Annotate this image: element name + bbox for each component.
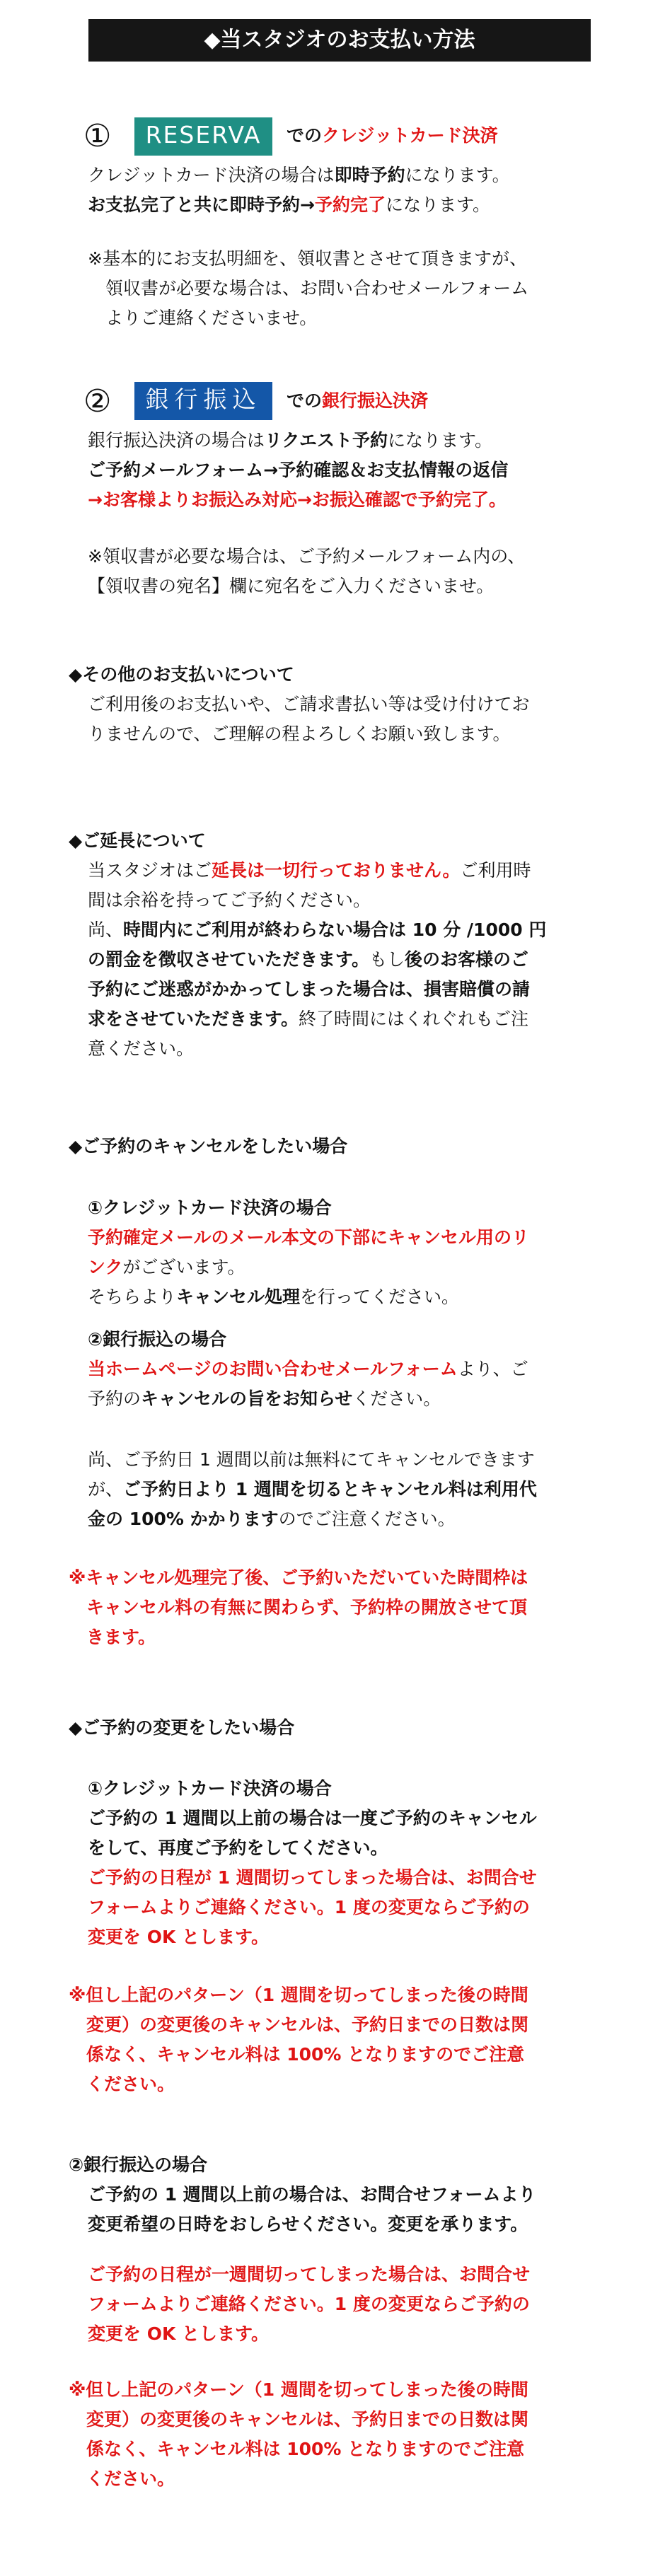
page-title: ◆当スタジオのお支払い方法 <box>88 19 591 62</box>
text-line: ください。 <box>69 2468 175 2489</box>
text-segment: ください。 <box>352 1388 441 1409</box>
text-line: 変更）の変更後のキャンセルは、予約日までの日数は関 <box>69 2014 529 2035</box>
text-segment: 銀行振込決済の場合は <box>88 430 265 451</box>
text-line <box>88 1253 529 1282</box>
extension-heading: ◆ご延長について <box>69 830 206 851</box>
text-line: フォームよりご連絡ください。1 度の変更ならご予約の <box>88 2294 530 2314</box>
text-segment: リクエスト予約 <box>265 430 388 451</box>
change-heading: ◆ご予約の変更をしたい場合 <box>69 1717 295 1738</box>
text-segment: を行ってください。 <box>300 1287 460 1307</box>
credit-method-title <box>287 118 498 153</box>
text-segment: そちらより <box>88 1287 177 1307</box>
text-segment: 予約にご迷惑がかかってしまった場合は、損害賠償の請 <box>88 979 531 999</box>
text-line <box>88 1384 528 1414</box>
text-line <box>88 886 546 915</box>
text-segment: 予約完了 <box>314 195 386 215</box>
cancel-bank-heading: ②銀行振込の場合 <box>88 1329 227 1350</box>
text-line <box>88 1282 529 1312</box>
text-segment: 意ください。 <box>88 1038 195 1059</box>
text-line: りませんので、ご理解の程よろしくお願い致します。 <box>88 724 511 744</box>
text-segment: になります。 <box>388 430 493 451</box>
text-segment: ご予約メールフォーム→予約確認＆お支払情報の返信 <box>88 460 509 480</box>
text-line <box>88 1354 528 1384</box>
text-segment: 当ホームページのお問い合わせメールフォーム <box>88 1359 458 1379</box>
text-line <box>88 975 546 1004</box>
cancel-warning <box>69 1563 528 1652</box>
change-credit-warning <box>69 1980 528 2099</box>
text-line: ご予約の日程が 1 週間切ってしまった場合は、お問合せ <box>88 1867 537 1888</box>
text-segment: の罰金を徴収させていただきます。 <box>88 949 370 970</box>
text-line: きます。 <box>69 1627 156 1647</box>
text-segment: →お客様よりお振込み対応→お振込確認で予約完了。 <box>88 489 507 510</box>
text-line <box>88 945 546 975</box>
credit-note <box>88 244 528 333</box>
extension-text <box>88 856 546 1064</box>
text-segment: 終了時間にはくれぐれもご注 <box>299 1009 529 1029</box>
text-line <box>88 915 546 945</box>
text-line: ください。 <box>69 2074 175 2094</box>
bank-transfer-logo: 銀行振込 <box>134 382 272 420</box>
text-segment: が、 <box>88 1479 124 1499</box>
text-line <box>88 426 508 456</box>
text-segment: キャンセルの旨をお知らせ <box>141 1388 353 1409</box>
text-segment: もし <box>369 949 405 970</box>
text-line: ※基本的にお支払明細を、領収書とさせて頂きますが、 <box>88 248 527 269</box>
text-line: ※但し上記のパターン（1 週間を切ってしまった後の時間 <box>69 1985 528 2005</box>
text-segment: 即時予約 <box>334 165 405 185</box>
change-credit-red-text <box>88 1863 537 1952</box>
change-bank-warning <box>69 2375 528 2494</box>
text-segment: より、ご <box>457 1359 528 1379</box>
text-segment: 求をさせていただきます。 <box>88 1009 299 1029</box>
other-payment-heading: ◆その他のお支払いについて <box>69 664 294 685</box>
text-line: 領収書が必要な場合は、お問い合わせメールフォーム <box>88 278 529 298</box>
text-line: ご利用後のお支払いや、ご請求書払い等は受け付けてお <box>88 694 530 714</box>
text-line: 【領収書の宛名】欄に宛名をご入力くださいませ。 <box>88 576 495 596</box>
text-segment: ご予約日より 1 週間を切るとキャンセル料は利用代 <box>123 1479 537 1499</box>
text-line: 変更希望の日時をおしらせください。変更を承ります。 <box>88 2214 528 2234</box>
change-credit-text <box>88 1804 537 1863</box>
text-line <box>88 856 546 886</box>
text-line: 係なく、キャンセル料は 100% となりますのでご注意 <box>69 2044 525 2065</box>
text-segment: のでご注意ください。 <box>278 1509 456 1529</box>
change-bank-heading: ②銀行振込の場合 <box>69 2154 208 2175</box>
text-line: よりご連絡くださいませ。 <box>88 308 318 328</box>
text-line <box>88 190 510 220</box>
text-line: ご予約の日程が一週間切ってしまった場合は、お問合せ <box>88 2264 531 2285</box>
text-line <box>88 161 510 190</box>
cancel-fee-text <box>88 1445 537 1534</box>
text-line: フォームよりご連絡ください。1 度の変更ならご予約の <box>88 1897 530 1918</box>
change-credit-heading: ①クレジットカード決済の場合 <box>88 1778 332 1799</box>
cancel-credit-text <box>88 1223 529 1312</box>
text-line: ※但し上記のパターン（1 週間を切ってしまった後の時間 <box>69 2379 528 2400</box>
text-segment: 尚、ご予約日 1 週間以前は無料にてキャンセルできます <box>88 1449 535 1470</box>
cancel-credit-heading: ①クレジットカード決済の場合 <box>88 1197 332 1218</box>
bank-description <box>88 426 508 515</box>
text-line: 変更を OK とします。 <box>88 1927 270 1947</box>
text-line <box>88 1034 546 1064</box>
text-line: 係なく、キャンセル料は 100% となりますのでご注意 <box>69 2439 525 2459</box>
text-line: をして、再度ご予約をしてください。 <box>88 1838 388 1858</box>
text-line: 変更を OK とします。 <box>88 2323 270 2344</box>
text-segment: 予約確定メールのメール本文の下部にキャンセル用のリ <box>88 1227 530 1248</box>
text-line <box>88 485 508 515</box>
text-line: ※領収書が必要な場合は、ご予約メールフォーム内の、 <box>88 546 526 567</box>
other-payment-text <box>88 690 530 749</box>
text-line: ご予約の 1 週間以上前の場合は、お問合せフォームより <box>88 2184 536 2205</box>
text-line <box>88 1445 537 1475</box>
change-bank-red-text <box>88 2260 530 2349</box>
text-segment: 延長は一切行っておりません。 <box>212 860 461 881</box>
text-segment: になります。 <box>385 195 490 215</box>
text-line: ご予約の 1 週間以上前の場合は一度ご予約のキャンセル <box>88 1808 537 1828</box>
text-segment: ンク <box>88 1257 123 1277</box>
text-segment: 時間内にご利用が終わらない場合は 10 分 /1000 円 <box>123 919 547 940</box>
credit-title-prefix: での <box>287 125 323 146</box>
text-segment: クレジットカード決済の場合は <box>88 165 335 185</box>
text-line <box>88 1004 546 1034</box>
text-segment: 尚、 <box>88 919 124 940</box>
text-segment: キャンセル処理 <box>176 1287 301 1307</box>
reserva-logo: RESERVA <box>134 117 272 156</box>
credit-title-red: クレジットカード決済 <box>322 125 498 146</box>
method-number-2: ② <box>83 383 112 419</box>
method-number-1: ① <box>83 118 112 154</box>
text-segment: ご利用時 <box>460 860 531 881</box>
text-segment: 予約の <box>88 1388 141 1409</box>
text-line: 変更）の変更後のキャンセルは、予約日までの日数は関 <box>69 2409 529 2430</box>
credit-description <box>88 161 510 220</box>
bank-title-prefix: での <box>287 390 323 411</box>
text-segment: 間は余裕を持ってご予約ください。 <box>88 890 371 910</box>
text-line <box>88 456 508 485</box>
text-segment: 後のお客様のご <box>405 949 529 970</box>
text-line <box>88 1475 537 1504</box>
text-line: ※キャンセル処理完了後、ご予約いただいていた時間枠は <box>69 1567 528 1588</box>
cancel-bank-text <box>88 1354 528 1414</box>
text-segment: がございます。 <box>122 1257 245 1277</box>
bank-method-title <box>287 383 428 419</box>
bank-note <box>88 542 525 601</box>
bank-title-red: 銀行振込決済 <box>322 390 429 411</box>
change-bank-text <box>88 2180 536 2239</box>
text-segment: 当スタジオはご <box>88 860 212 881</box>
cancel-heading: ◆ご予約のキャンセルをしたい場合 <box>69 1136 348 1156</box>
text-segment: お支払完了と共に即時予約→ <box>88 195 315 215</box>
text-line: キャンセル料の有無に関わらず、予約枠の開放させて頂 <box>69 1597 528 1618</box>
text-segment: になります。 <box>405 165 510 185</box>
text-line <box>88 1504 537 1534</box>
text-segment: 金の 100% かかります <box>88 1509 279 1529</box>
text-line <box>88 1223 529 1253</box>
